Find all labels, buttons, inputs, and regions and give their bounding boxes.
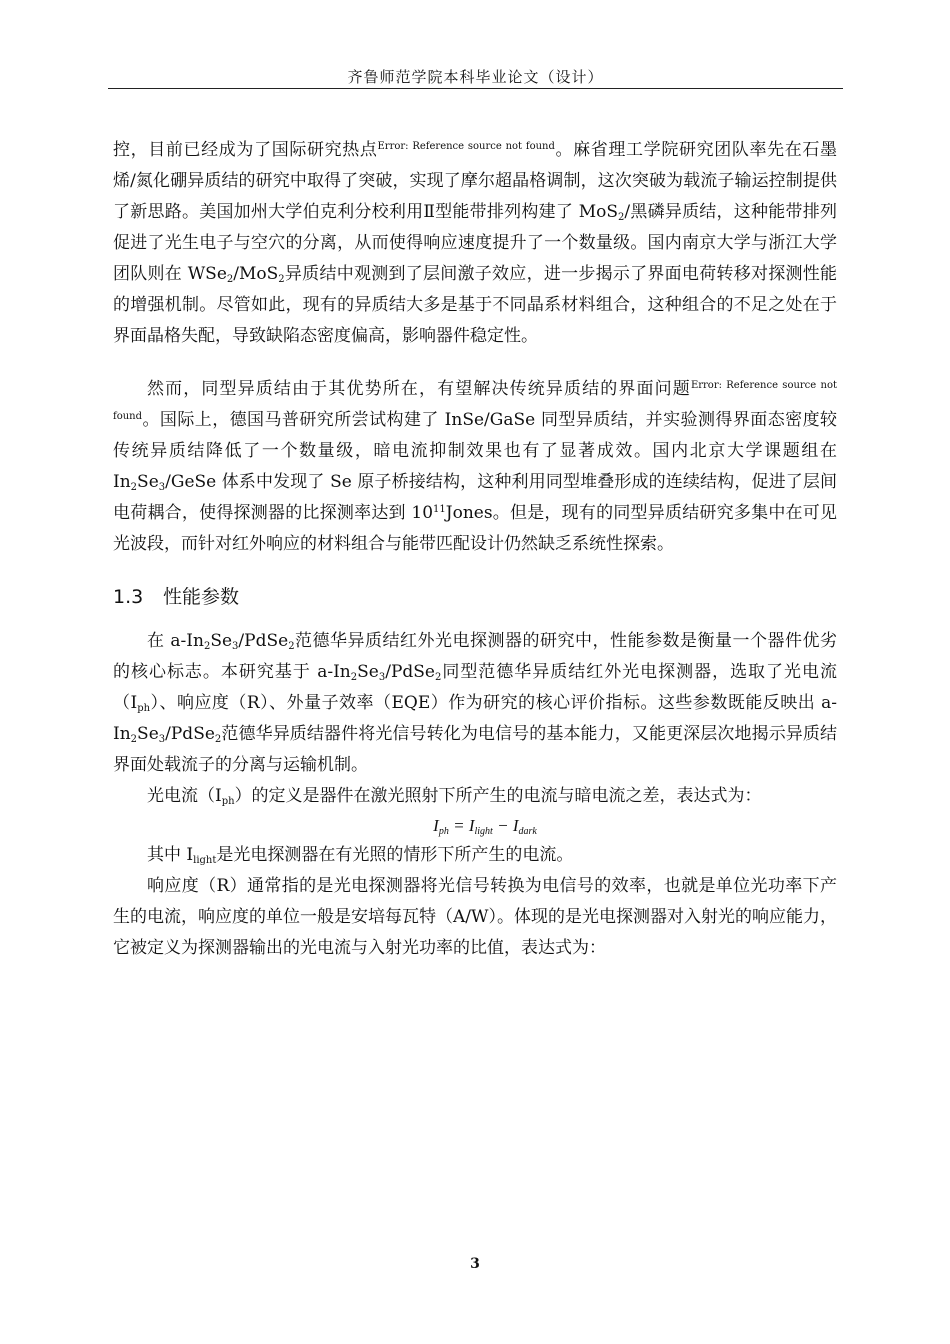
subscript: 2	[288, 641, 295, 652]
text-run: 。麻省理工学院研究团队率先在石墨烯/氮化硼异质结的研究中取得了突破，实现了摩尔超晶格调制，这次突破为载流子输运控制提供了新思路。美国加州大学伯克利分校利用Ⅱ型能带排列构建了 MoS	[113, 140, 838, 222]
text-run: /PdSe	[165, 724, 215, 744]
paragraph-heterojunction-research	[113, 135, 837, 352]
subscript: ph	[221, 796, 235, 807]
paragraph-homotype-heterojunction	[113, 374, 837, 560]
subscript: 2	[226, 274, 234, 285]
text-run: 光电流（I	[147, 786, 222, 806]
subscript: 2	[618, 212, 625, 223]
text-run: Se	[137, 724, 159, 744]
paragraph-gap	[113, 352, 837, 374]
page-number: 3	[470, 1256, 480, 1272]
text-run: 其中 I	[147, 845, 194, 865]
formula-symbol: I	[433, 816, 439, 835]
text-run: 范德华异质结器件将光信号转化为电信号的基本能力，又能更深层次地揭示异质结界面处载流子的分离与运输机制。	[113, 724, 837, 775]
text-run: /MoS	[233, 264, 279, 284]
text-run: 异质结中观测到了层间激子效应，进一步揭示了界面电荷转移对探测性能的增强机制。尽管如此，现有的异质结大多是基于不同晶系材料组合，这种组合的不足之处在于界面晶格失配，导致缺陷态密度偏高，影响器件稳定性。	[113, 264, 837, 346]
formula-subscript: ph	[438, 826, 449, 837]
text-run: ）的定义是器件在激光照射下所产生的电流与暗电流之差，表达式为：	[234, 786, 762, 806]
subscript: 3	[378, 672, 386, 683]
formula-operator: =	[448, 816, 469, 835]
section-title: 性能参数	[163, 586, 240, 608]
text-run: 响应度（R）通常指的是光电探测器将光信号转换为电信号的效率，也就是单位光功率下产生的电流，响应度的单位一般是安培每瓦特（A/W）。体现的是光电探测器对入射光的响应能力，它被定义为探测器输出的光电流与入射光功率的比值，表达式为：	[113, 876, 837, 958]
text-run: 范德华异质结红外光电探测器的研究中，性能参数是衡量一个器件优劣的核心标志。本研究基于 a-In	[113, 631, 838, 682]
text-run: 。国际上，德国马普研究所尝试构建了 InSe/GaSe 同型异质结，并实验测得界面态密度较传统异质结降低了一个数量级，暗电流抑制效果也有了显著成效。国内北京大学课题组在 In	[113, 410, 837, 492]
subscript: 3	[232, 641, 239, 652]
photocurrent-formula	[113, 812, 837, 840]
subscript: 2	[434, 672, 442, 683]
text-run: Se	[357, 662, 379, 682]
reference-error: Error: Reference source not found	[113, 380, 837, 422]
text-run: ）、响应度（R）、外量子效率（EQE）作为研究的核心评价指标。这些参数既能反映出 a-In	[113, 693, 838, 744]
superscript: 11	[433, 504, 446, 515]
subscript: 3	[158, 482, 166, 493]
formula-subscript: dark	[518, 826, 537, 837]
text-run: Se	[210, 631, 233, 651]
page-header: 齐鲁师范学院本科毕业论文（设计）	[347, 68, 604, 86]
paragraph-responsivity	[113, 871, 837, 964]
text-run: 控，目前已经成为了国际研究热点	[113, 140, 378, 160]
text-run: 是光电探测器在有光照的情形下所产生的电流。	[216, 845, 574, 865]
text-run: /PdSe	[238, 631, 289, 651]
reference-error: Error: Reference source not found	[377, 141, 555, 152]
section-number: 1.3	[113, 586, 144, 608]
text-run: /PdSe	[385, 662, 435, 682]
text-run: Jones。但是，现有的同型异质结研究多集中在可见光波段，而针对红外响应的材料组合与能带匹配设计仍然缺乏系统性探索。	[113, 503, 837, 554]
subscript: 2	[214, 734, 222, 745]
subscript: 2	[130, 734, 138, 745]
paragraph-ilight-explanation	[113, 840, 837, 871]
text-run: /GeSe 体系中发现了 Se 原子桥接结构，这种利用同型堆叠形成的连续结构，促进了层间电荷耦合，使得探测器的比探测率达到 10	[113, 472, 837, 523]
subscript: 2	[203, 641, 211, 652]
subscript: 2	[350, 672, 358, 683]
main-text	[113, 135, 837, 964]
header-divider	[108, 88, 843, 89]
formula-subscript: light	[474, 826, 493, 837]
text-run: 然而，同型异质结由于其优势所在，有望解决传统异质结的界面问题	[147, 379, 691, 399]
text-run: 同型范德华异质结红外光电探测器，选取了光电流（I	[113, 662, 837, 713]
subscript: ph	[137, 703, 151, 714]
text-run: 在 a-In	[147, 631, 204, 651]
formula-operator: −	[492, 816, 513, 835]
subscript: 2	[130, 482, 138, 493]
section-heading	[113, 582, 837, 612]
subscript: 3	[158, 734, 166, 745]
paragraph-photocurrent-definition	[113, 781, 837, 812]
formula-symbol: I	[512, 816, 519, 835]
subscript: light	[193, 855, 217, 866]
text-run: Se	[137, 472, 159, 492]
subscript: 2	[278, 274, 285, 285]
text-run: /黑磷异质结，这种能带排列促进了光生电子与空穴的分离，从而使得响应速度提升了一个数量级。国内南京大学与浙江大学团队则在 WSe	[113, 202, 837, 284]
formula-symbol: I	[468, 816, 475, 835]
paragraph-performance-parameters	[113, 626, 837, 781]
